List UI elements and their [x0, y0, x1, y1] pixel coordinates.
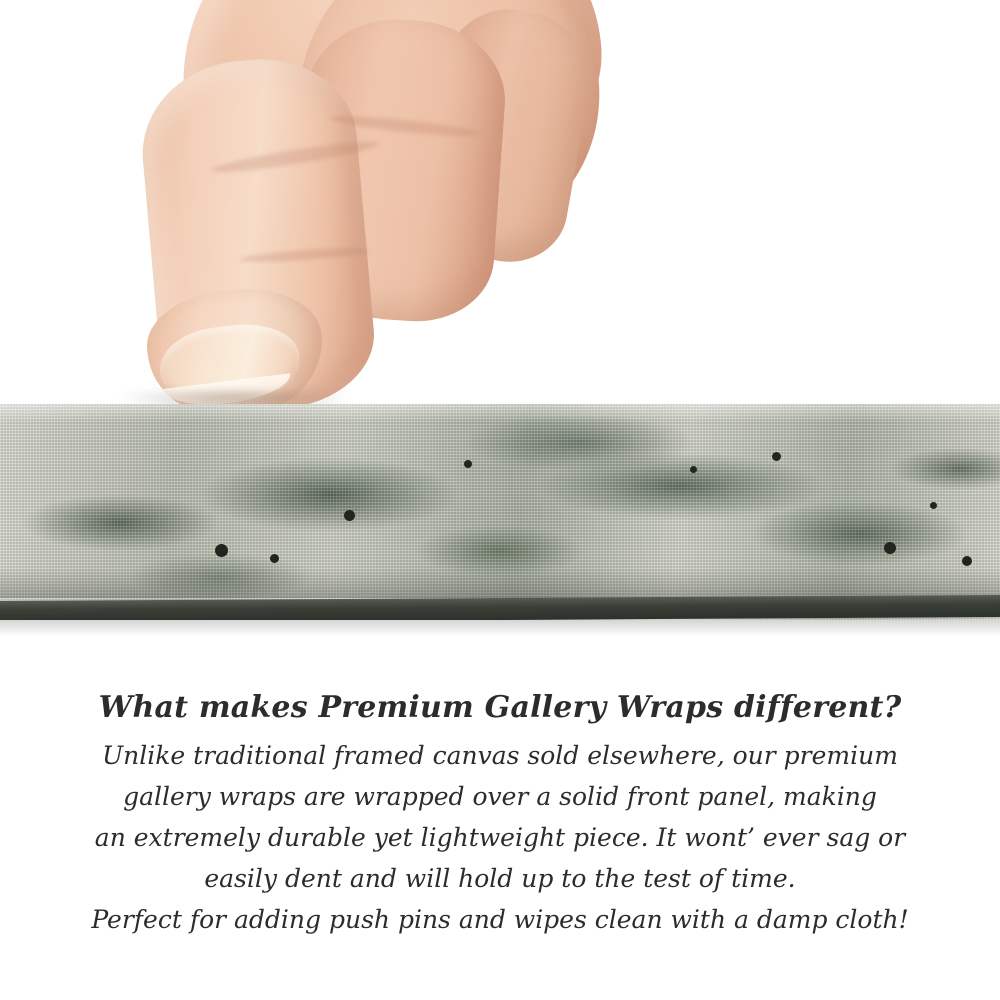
canvas-speck: [215, 544, 228, 557]
caption-heading: What makes Premium Gallery Wraps different?: [98, 690, 902, 725]
canvas-speck: [344, 510, 355, 521]
canvas-speck: [464, 460, 472, 468]
canvas-speck: [690, 466, 697, 473]
caption-line: gallery wraps are wrapped over a solid front panel, making: [123, 782, 877, 811]
caption-body: [0, 739, 1000, 937]
canvas-drop-shadow: [0, 620, 1000, 636]
canvas-speck: [930, 502, 937, 509]
hand-illustration: [0, 0, 1000, 430]
caption-line: easily dent and will hold up to the test of time.: [204, 864, 796, 893]
canvas-speck: [270, 554, 279, 563]
canvas-speck: [884, 542, 896, 554]
canvas-speck: [772, 452, 781, 461]
canvas-top-highlight: [0, 404, 1000, 422]
caption-line: an extremely durable yet lightweight piece. It wont’ ever sag or: [94, 823, 906, 852]
canvas-edge-strip: [0, 404, 1000, 620]
caption-line: Perfect for adding push pins and wipes clean with a damp cloth!: [91, 905, 909, 934]
caption-line: Unlike traditional framed canvas sold elsewhere, our premium: [102, 741, 898, 770]
caption-block: [0, 690, 1000, 937]
canvas-bottom-shade: [0, 568, 1000, 598]
canvas-speck: [962, 556, 972, 566]
